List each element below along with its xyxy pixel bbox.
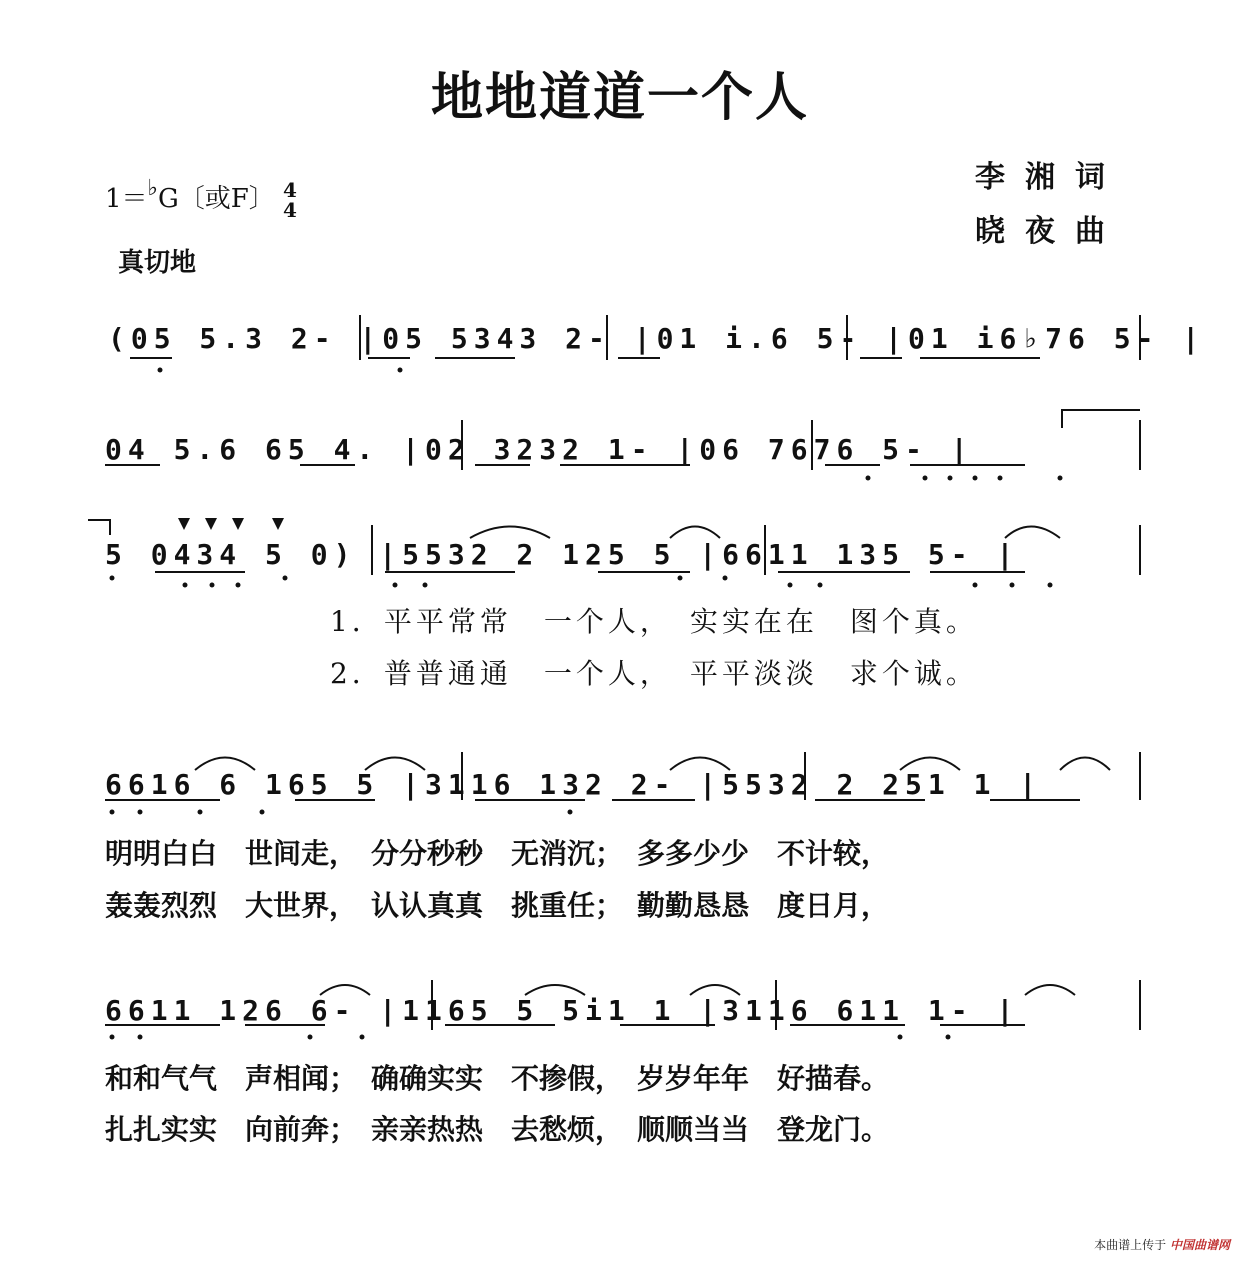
footer-brand[interactable]: 中国曲谱网 bbox=[1169, 1238, 1230, 1252]
notation-line-2: 04 5.6 65 4. |02 3232 1- |06 7676 5- | bbox=[105, 433, 974, 466]
time-top: 4 bbox=[283, 178, 297, 202]
lyricist-credit: 李湘词 bbox=[975, 160, 1125, 195]
composer-credit: 晓夜曲 bbox=[975, 214, 1125, 249]
lyric-v2-line5: 扎扎实实 向前奔； 亲亲热热 去愁烦， 顺顺当当 登龙门。 bbox=[105, 1113, 890, 1146]
footer-text: 本曲谱上传于 bbox=[1094, 1238, 1167, 1252]
lyric-v2-line3: 2．普普通通 一个人， 平平淡淡 求个诚。 bbox=[330, 657, 978, 690]
tempo-marking: 真切地 bbox=[118, 248, 197, 278]
key-main: G〔或F〕 bbox=[157, 184, 275, 214]
lyric-v1-line5: 和和气气 声相闻； 确确实实 不掺假， 岁岁年年 好描春。 bbox=[105, 1062, 890, 1095]
notation-line-4: 6616 6 165 5 |3116 132 2- |5532 2 251 1 | bbox=[105, 768, 1043, 801]
lyric-v2-line4: 轰轰烈烈 大世界， 认认真真 挑重任； 勤勤恳恳 度日月， bbox=[105, 889, 890, 922]
notation-line-3: 5 0434 5 0) |5532 2 125 5 |6611 135 5- | bbox=[105, 538, 1020, 571]
flat-sign: ♭ bbox=[147, 176, 158, 201]
footer-credit bbox=[1094, 1236, 1230, 1253]
notation-line-5: 6611 126 6- |1165 5 5i1 1 |3116 611 1- | bbox=[105, 994, 1020, 1027]
time-bottom: 4 bbox=[283, 198, 297, 222]
song-title: 地地道道一个人 bbox=[430, 67, 809, 128]
lyric-v1-line3: 1．平平常常 一个人， 实实在在 图个真。 bbox=[330, 605, 978, 638]
key-prefix: 1＝ bbox=[105, 184, 148, 214]
notation-line-1: (05 5.3 2- |05 5343 2- |01 i.6 5- |01 i6♭76 5- | bbox=[108, 322, 1206, 355]
lyric-v1-line4: 明明白白 世间走， 分分秒秒 无消沉； 多多少少 不计较， bbox=[105, 837, 890, 870]
